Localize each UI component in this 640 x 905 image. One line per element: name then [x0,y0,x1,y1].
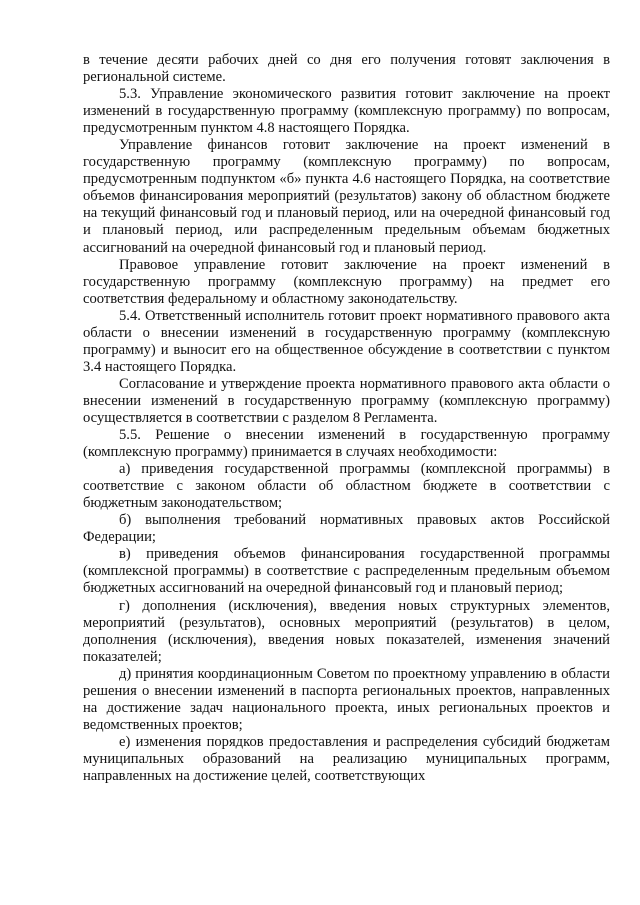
list-item-g: г) дополнения (исключения), введения новых структурных элементов, мероприятий (результатов), основных мероприятий (результатов) в целом, дополнения (исключения), введения новых показателей, изменения значений показателей; [83,597,610,665]
list-item-b: б) выполнения требований нормативных правовых актов Российской Федерации; [83,512,610,546]
list-item-e: е) изменения порядков предоставления и распределения субсидий бюджетам муниципальных образований на реализацию муниципальных программ, направленных на достижение целей, соответствующих [83,733,610,784]
list-item-d: д) принятия координационным Советом по проектному управлению в области решения о внесении изменений в паспорта региональных проектов, направленных на достижение задач национального проекта, иных региональных проектов и ведомственных проектов; [83,665,610,733]
paragraph-approval: Согласование и утверждение проекта нормативного правового акта области о внесении изменений в государственную программу (комплексную программу) осуществляется в соответствии с разделом 8 Регламента. [83,375,610,426]
paragraph-5-5-decision: 5.5. Решение о внесении изменений в государственную программу (комплексную программу) принимается в случаях необходимости: [83,427,610,461]
document-page [83,52,610,785]
paragraph-5-3-economic-development: 5.3. Управление экономического развития готовит заключение на проект изменений в государственную программу (комплексную программу) по вопросам, предусмотренным пунктом 4.8 настоящего Порядка. [83,86,610,137]
paragraph-continuation: в течение десяти рабочих дней со дня его получения готовят заключения в региональной системе. [83,52,610,86]
paragraph-legal-department: Правовое управление готовит заключение на проект изменений в государственную программу (комплексную программу) на предмет его соответствия федеральному и областному законодательству. [83,256,610,307]
list-item-v: в) приведения объемов финансирования государственной программы (комплексной программы) в соответствие с распределенным предельным объемом бюджетных ассигнований на очередной финансовый год и плановый период; [83,546,610,597]
list-item-a: а) приведения государственной программы (комплексной программы) в соответствие с законом области об областном бюджете в соответствии с бюджетным законодательством; [83,461,610,512]
paragraph-finance-department: Управление финансов готовит заключение на проект изменений в государственную программу (комплексную программу) по вопросам, предусмотренным подпунктом «б» пункта 4.6 настоящего Порядка, на соответствие объемов финансирования мероприятий (результатов) закону об областном бюджете на текущий финансовый год и плановый период, или на очередной финансовый год и плановый период, или распределенным предельным объемам бюджетных ассигнований на очередной финансовый год и плановый период. [83,137,610,256]
paragraph-5-4-responsible-executor: 5.4. Ответственный исполнитель готовит проект нормативного правового акта области о внесении изменений в государственную программу (комплексную программу) и выносит его на общественное обсуждение в соответствии с пунктом 3.4 настоящего Порядка. [83,307,610,375]
